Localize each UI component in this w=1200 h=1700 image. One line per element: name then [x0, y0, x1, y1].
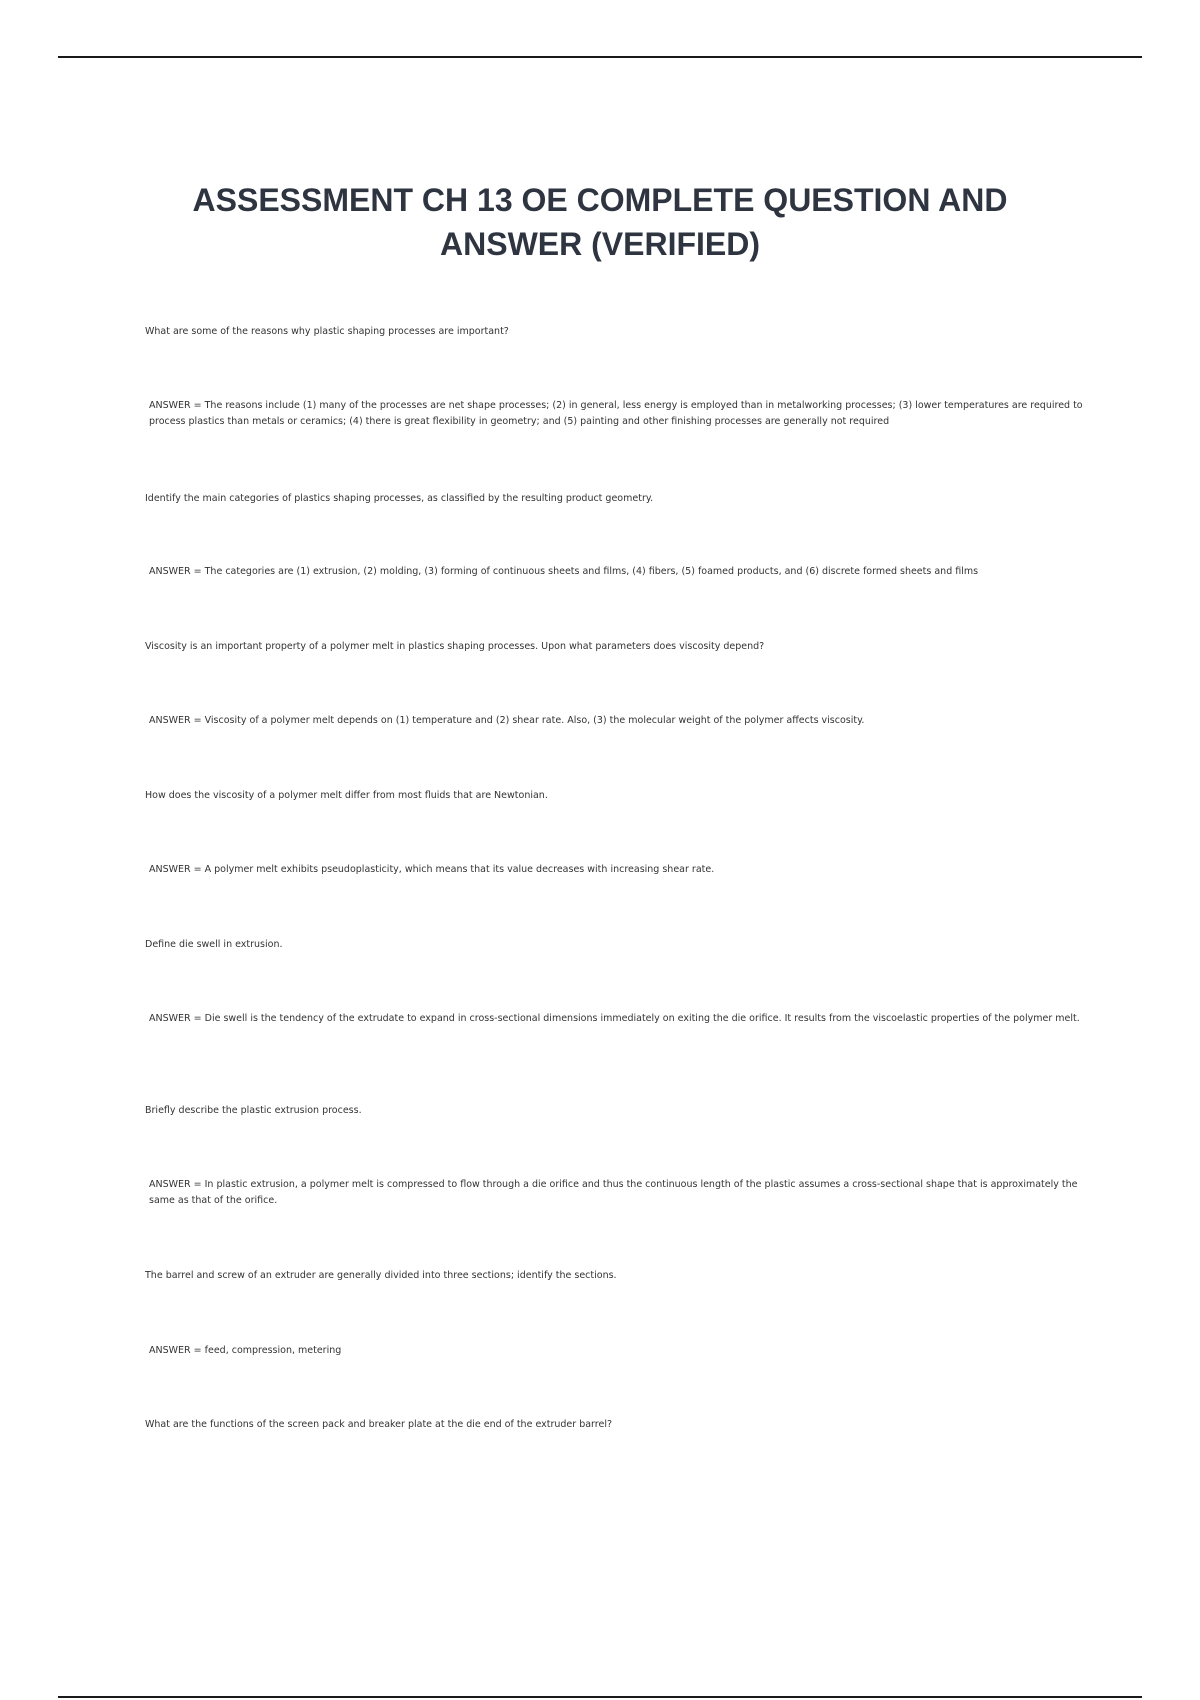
question-8: What are the functions of the screen pack and breaker plate at the die end of the extruder barrel?: [145, 1419, 613, 1430]
answer-3: ANSWER = Viscosity of a polymer melt depends on (1) temperature and (2) shear rate. Also, (3) the molecular weight of the polymer affects viscosity.: [149, 715, 865, 726]
question-7: The barrel and screw of an extruder are generally divided into three sections; identify the sections.: [145, 1270, 617, 1281]
answer-4: ANSWER = A polymer melt exhibits pseudoplasticity, which means that its value decreases with increasing shear rate.: [149, 864, 715, 875]
bottom-rule: [58, 1696, 1142, 1698]
answer-6: ANSWER = In plastic extrusion, a polymer melt is compressed to flow through a die orifice and thus the continuous length of the plastic assumes a cross-sectional shape that is approximately the same as that of the orifice.: [149, 1179, 1078, 1206]
document-title: ASSESSMENT CH 13 OE COMPLETE QUESTION AND ANSWER (VERIFIED): [192, 182, 1008, 262]
top-rule: [58, 56, 1142, 58]
question-2: Identify the main categories of plastics shaping processes, as classified by the resulting product geometry.: [145, 493, 654, 504]
answer-1: ANSWER = The reasons include (1) many of the processes are net shape processes; (2) in general, less energy is employed than in metalworking processes; (3) lower temperatures are required to process plastics than metals or ceramics; (4) there is great flexibility in geometry; and (5) painting and other finishing processes are generally not required: [149, 400, 1083, 427]
answer-7: ANSWER = feed, compression, metering: [149, 1345, 342, 1356]
question-3: Viscosity is an important property of a polymer melt in plastics shaping processes. Upon what parameters does viscosity depend?: [145, 641, 765, 652]
question-6: Briefly describe the plastic extrusion process.: [145, 1105, 362, 1116]
question-1: What are some of the reasons why plastic shaping processes are important?: [145, 326, 509, 337]
question-4: How does the viscosity of a polymer melt differ from most fluids that are Newtonian.: [145, 790, 548, 801]
answer-5: ANSWER = Die swell is the tendency of the extrudate to expand in cross-sectional dimensions immediately on exiting the die orifice. It results from the viscoelastic properties of the polymer melt.: [149, 1013, 1080, 1024]
answer-2: ANSWER = The categories are (1) extrusion, (2) molding, (3) forming of continuous sheets and films, (4) fibers, (5) foamed products, and (6) discrete formed sheets and films: [149, 566, 979, 577]
question-5: Define die swell in extrusion.: [145, 939, 283, 950]
